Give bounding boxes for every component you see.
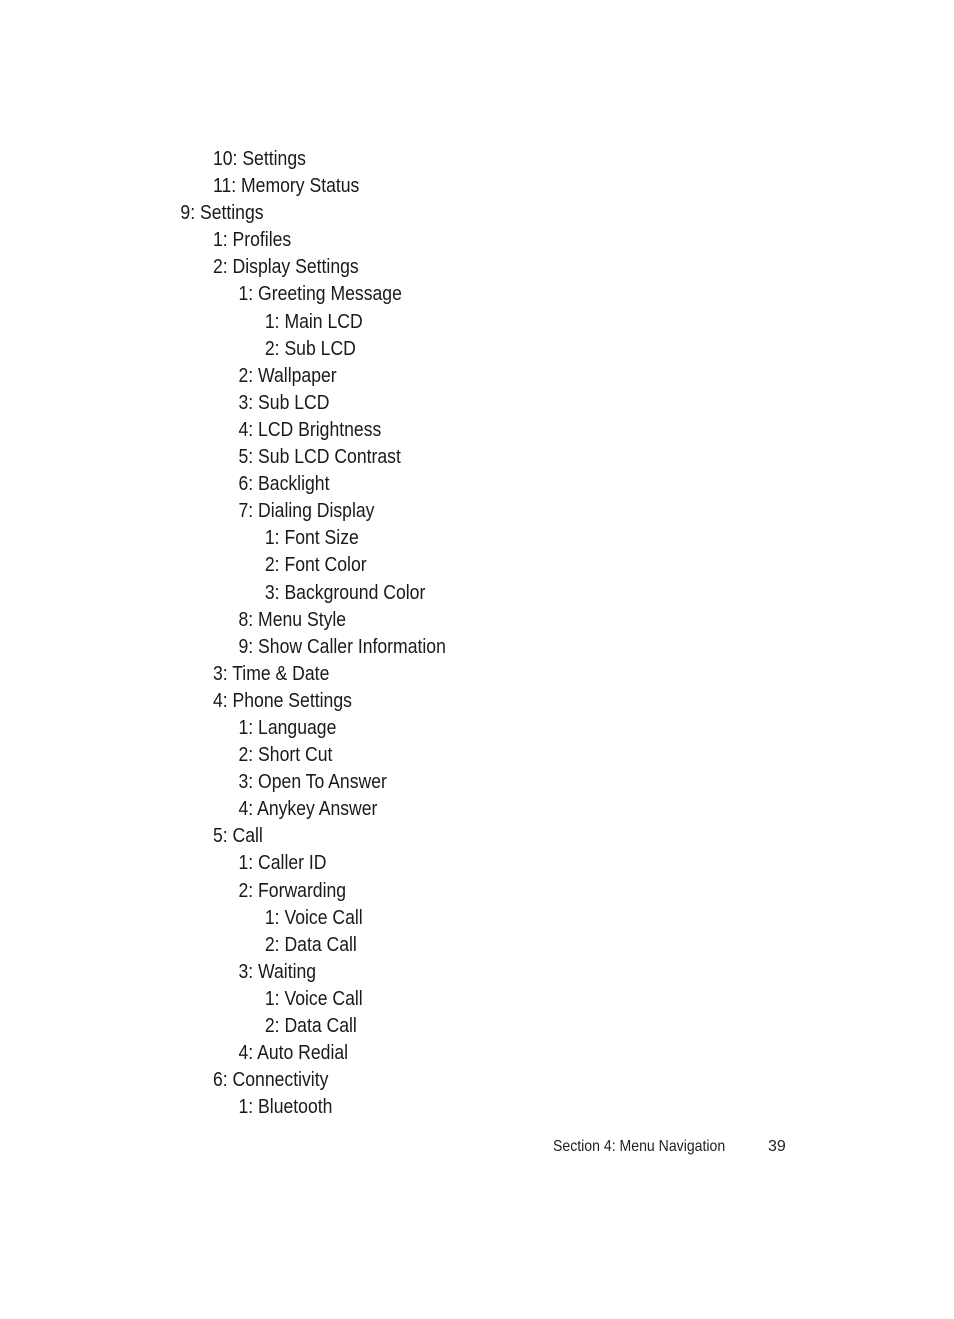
page-footer <box>553 1136 793 1158</box>
menu-item: 1: Main LCD <box>264 310 363 333</box>
menu-item: 1: Language <box>238 716 337 739</box>
menu-item: 8: Menu Style <box>238 608 347 631</box>
menu-item: 5: Sub LCD Contrast <box>238 446 401 469</box>
menu-item: 2: Display Settings <box>212 256 359 279</box>
menu-item: 2: Short Cut <box>238 744 333 767</box>
menu-item: 2: Data Call <box>264 1015 357 1037</box>
menu-item: 11: Memory Status <box>212 175 360 198</box>
menu-item: 3: Waiting <box>238 960 317 983</box>
menu-item: 1: Caller ID <box>238 852 327 875</box>
menu-item: 3: Sub LCD <box>238 391 330 414</box>
menu-item: 2: Sub LCD <box>264 337 356 360</box>
menu-item: 3: Open To Answer <box>238 771 387 794</box>
menu-item: 1: Voice Call <box>264 987 363 1010</box>
menu-item: 3: Background Color <box>264 581 426 604</box>
menu-item: 2: Wallpaper <box>238 364 337 387</box>
menu-item: 2: Font Color <box>264 554 367 577</box>
menu-item: 6: Connectivity <box>212 1069 329 1092</box>
menu-item: 1: Font Size <box>264 527 359 550</box>
menu-tree <box>0 146 507 1121</box>
menu-item: 7: Dialing Display <box>238 500 375 523</box>
menu-item: 1: Profiles <box>212 229 292 252</box>
menu-item: 9: Show Caller Information <box>238 635 446 658</box>
menu-item: 4: LCD Brightness <box>238 418 382 441</box>
footer-section-title: Section 4: Menu Navigation <box>553 1138 726 1155</box>
footer-page-number: 39 <box>768 1138 786 1155</box>
menu-item: 4: Phone Settings <box>212 689 352 712</box>
menu-item: 2: Data Call <box>264 933 357 956</box>
menu-item: 6: Backlight <box>238 473 330 496</box>
menu-item: 1: Voice Call <box>264 906 363 929</box>
menu-item: 1: Bluetooth <box>238 1096 333 1119</box>
menu-item: 3: Time & Date <box>212 662 330 685</box>
menu-item: 9: Settings <box>180 202 264 225</box>
menu-item: 10: Settings <box>212 148 306 170</box>
menu-item: 2: Forwarding <box>238 879 347 902</box>
menu-item: 5: Call <box>212 825 263 848</box>
menu-item: 4: Auto Redial <box>238 1042 349 1065</box>
menu-item: 4: Anykey Answer <box>238 798 378 821</box>
menu-item: 1: Greeting Message <box>238 283 402 306</box>
